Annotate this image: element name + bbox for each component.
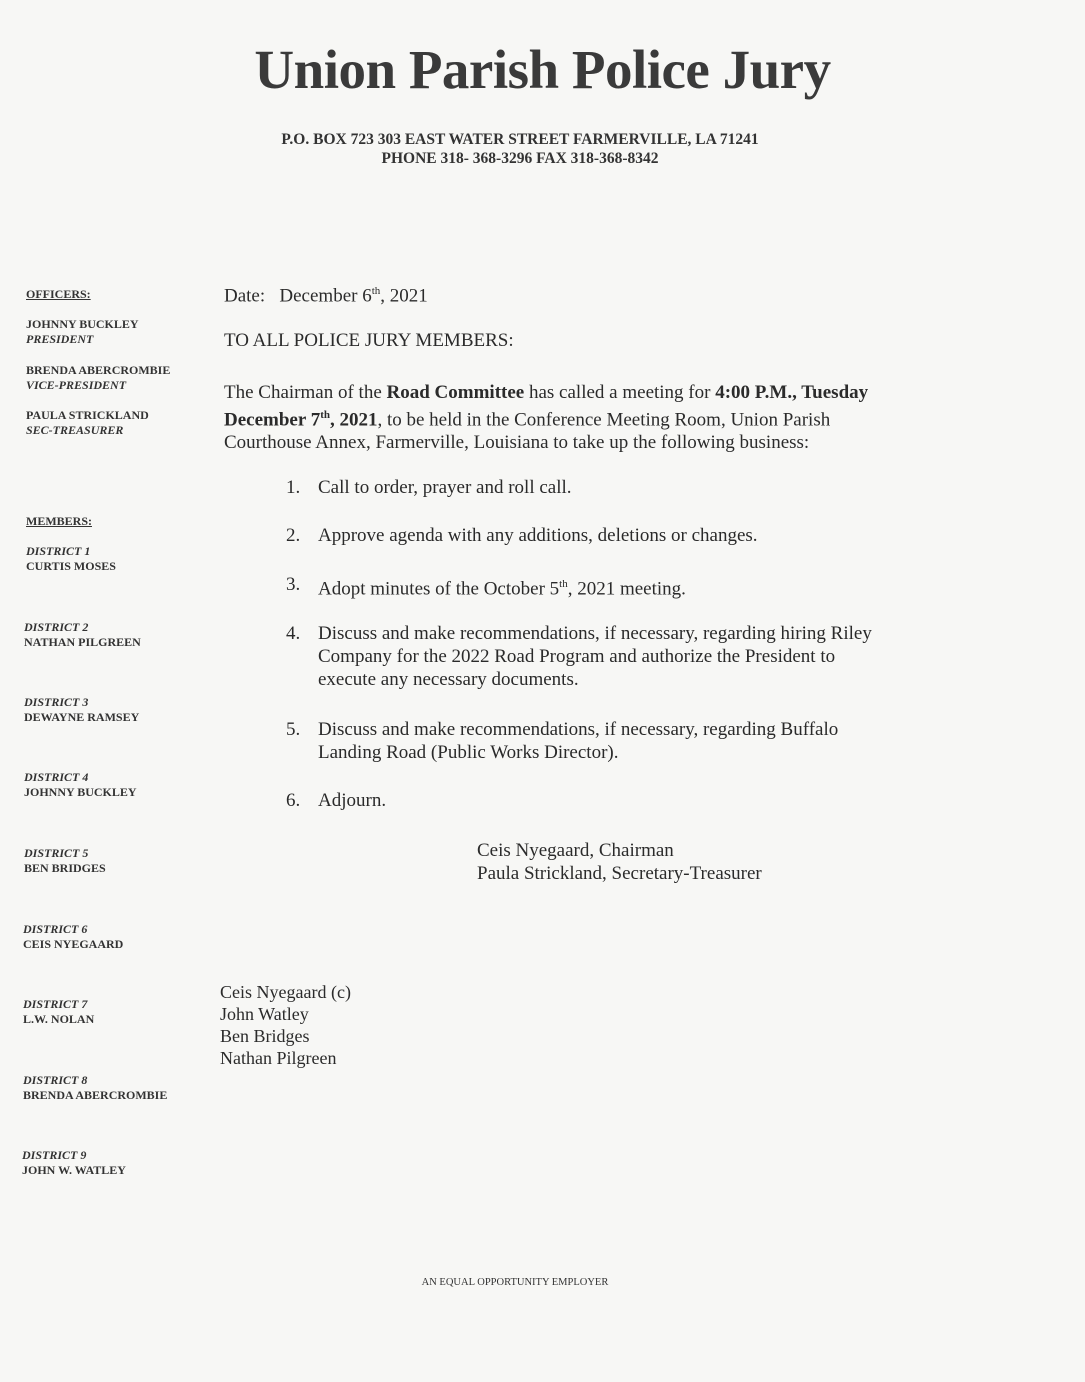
member-name: BRENDA ABERCROMBIE bbox=[23, 1088, 168, 1102]
member-name: NATHAN PILGREEN bbox=[24, 635, 141, 649]
agenda-number: 4. bbox=[286, 623, 301, 644]
member-entry bbox=[26, 544, 116, 574]
member-district: DISTRICT 5 bbox=[24, 846, 89, 860]
member-name: JOHNNY BUCKLEY bbox=[24, 785, 137, 799]
agenda-number: 6. bbox=[286, 790, 301, 811]
signature-block bbox=[477, 839, 762, 885]
member-entry bbox=[23, 1073, 167, 1103]
agenda-line: Company for the 2022 Road Program and authorize the President to bbox=[318, 646, 836, 667]
member-district: DISTRICT 8 bbox=[23, 1073, 88, 1087]
date-suffix: th bbox=[371, 285, 381, 297]
agenda-number: 1. bbox=[286, 477, 301, 498]
meeting-date-suffix: th bbox=[320, 409, 330, 421]
agenda-line: execute any necessary documents. bbox=[318, 669, 579, 690]
phone-line: PHONE 318- 368-3296 FAX 318-368-8342 bbox=[381, 150, 659, 167]
member-entry bbox=[24, 770, 137, 800]
member-entry bbox=[22, 1148, 126, 1178]
agenda-number: 3. bbox=[286, 574, 301, 595]
agenda-line: Call to order, prayer and roll call. bbox=[318, 477, 572, 498]
intro-text: has called a meeting for bbox=[524, 382, 716, 403]
committee-members-list bbox=[220, 981, 351, 1069]
agenda-number: 5. bbox=[286, 719, 301, 740]
member-district: DISTRICT 6 bbox=[23, 922, 88, 936]
member-district: DISTRICT 4 bbox=[24, 770, 89, 784]
intro-line-2 bbox=[224, 404, 984, 431]
officer-name: JOHNNY BUCKLEY bbox=[26, 317, 139, 331]
member-entry bbox=[24, 695, 139, 725]
member-name: L.W. NOLAN bbox=[23, 1012, 95, 1026]
officer-name: PAULA STRICKLAND bbox=[26, 408, 149, 422]
letter-date bbox=[224, 280, 428, 307]
member-district: DISTRICT 9 bbox=[22, 1148, 87, 1162]
agenda-item bbox=[286, 476, 966, 499]
agenda-line: Adjourn. bbox=[318, 790, 387, 811]
footer-eoe: AN EQUAL OPPORTUNITY EMPLOYER bbox=[421, 1277, 609, 1288]
officer-name: BRENDA ABERCROMBIE bbox=[26, 363, 171, 377]
members-heading: MEMBERS: bbox=[26, 514, 92, 528]
agenda-line: Discuss and make recommendations, if necessary, regarding hiring Riley bbox=[318, 623, 872, 644]
member-name: BEN BRIDGES bbox=[24, 861, 106, 875]
committee-name: Road Committee bbox=[386, 382, 525, 403]
member-name: CURTIS MOSES bbox=[26, 559, 116, 573]
agenda-item bbox=[286, 718, 966, 764]
member-name: JOHN W. WATLEY bbox=[22, 1163, 126, 1177]
intro-paragraph bbox=[224, 381, 984, 454]
salutation: TO ALL POLICE JURY MEMBERS: bbox=[224, 330, 514, 351]
committee-member: Ben Bridges bbox=[220, 1026, 310, 1046]
agenda-line: Discuss and make recommendations, if necessary, regarding Buffalo bbox=[318, 719, 839, 740]
committee-member: John Watley bbox=[220, 1004, 309, 1024]
member-entry bbox=[24, 620, 141, 650]
meeting-date-year: , 2021 bbox=[329, 409, 378, 431]
meeting-time: 4:00 P.M., Tuesday bbox=[715, 382, 869, 403]
signature-chairman: Ceis Nyegaard, Chairman bbox=[477, 840, 674, 861]
officer-role: SEC-TREASURER bbox=[26, 423, 124, 437]
committee-member: Nathan Pilgreen bbox=[220, 1048, 337, 1068]
member-district: DISTRICT 3 bbox=[24, 695, 89, 709]
member-district: DISTRICT 7 bbox=[23, 997, 88, 1011]
agenda-number: 2. bbox=[286, 525, 301, 546]
intro-line-1 bbox=[224, 381, 984, 404]
member-entry bbox=[23, 922, 123, 952]
agenda-item bbox=[286, 622, 966, 691]
meeting-date: December 7 bbox=[224, 409, 321, 431]
intro-line-3: Courthouse Annex, Farmerville, Louisiana to take up the following business: bbox=[224, 432, 810, 454]
agenda-item bbox=[286, 789, 966, 812]
address-line: P.O. BOX 723 303 EAST WATER STREET FARMERVILLE, LA 71241 bbox=[281, 131, 759, 148]
date-month-day: December 6 bbox=[279, 285, 372, 307]
officer-role: PRESIDENT bbox=[26, 332, 94, 346]
agenda-line: Approve agenda with any additions, deletions or changes. bbox=[318, 525, 758, 546]
date-label: Date: bbox=[224, 285, 266, 307]
agenda-text: Adopt minutes of the October 5 bbox=[318, 578, 560, 600]
member-entry bbox=[23, 997, 94, 1027]
member-entry bbox=[24, 846, 106, 876]
signature-secretary: Paula Strickland, Secretary-Treasurer bbox=[477, 863, 762, 884]
committee-member: Ceis Nyegaard (c) bbox=[220, 982, 351, 1002]
intro-text: , to be held in the Conference Meeting Room, Union Parish bbox=[377, 409, 831, 431]
officer-entry bbox=[26, 363, 170, 393]
intro-text: The Chairman of the bbox=[224, 382, 387, 403]
agenda-sup: th bbox=[559, 578, 568, 590]
agenda-item bbox=[286, 573, 966, 600]
member-name: DEWAYNE RAMSEY bbox=[24, 710, 140, 724]
agenda-text: , 2021 meeting. bbox=[567, 578, 686, 600]
agenda-line: Landing Road (Public Works Director). bbox=[318, 742, 619, 763]
letterhead-title: Union Parish Police Jury bbox=[254, 39, 831, 100]
agenda-line bbox=[318, 573, 686, 600]
officer-entry bbox=[26, 408, 149, 438]
member-district: DISTRICT 2 bbox=[24, 620, 89, 634]
officers-heading: OFFICERS: bbox=[26, 287, 91, 301]
member-district: DISTRICT 1 bbox=[26, 544, 91, 558]
agenda-item bbox=[286, 524, 966, 547]
date-year: , 2021 bbox=[380, 285, 428, 307]
officer-role: VICE-PRESIDENT bbox=[26, 378, 127, 392]
member-name: CEIS NYEGAARD bbox=[23, 937, 124, 951]
officer-entry bbox=[26, 317, 139, 347]
